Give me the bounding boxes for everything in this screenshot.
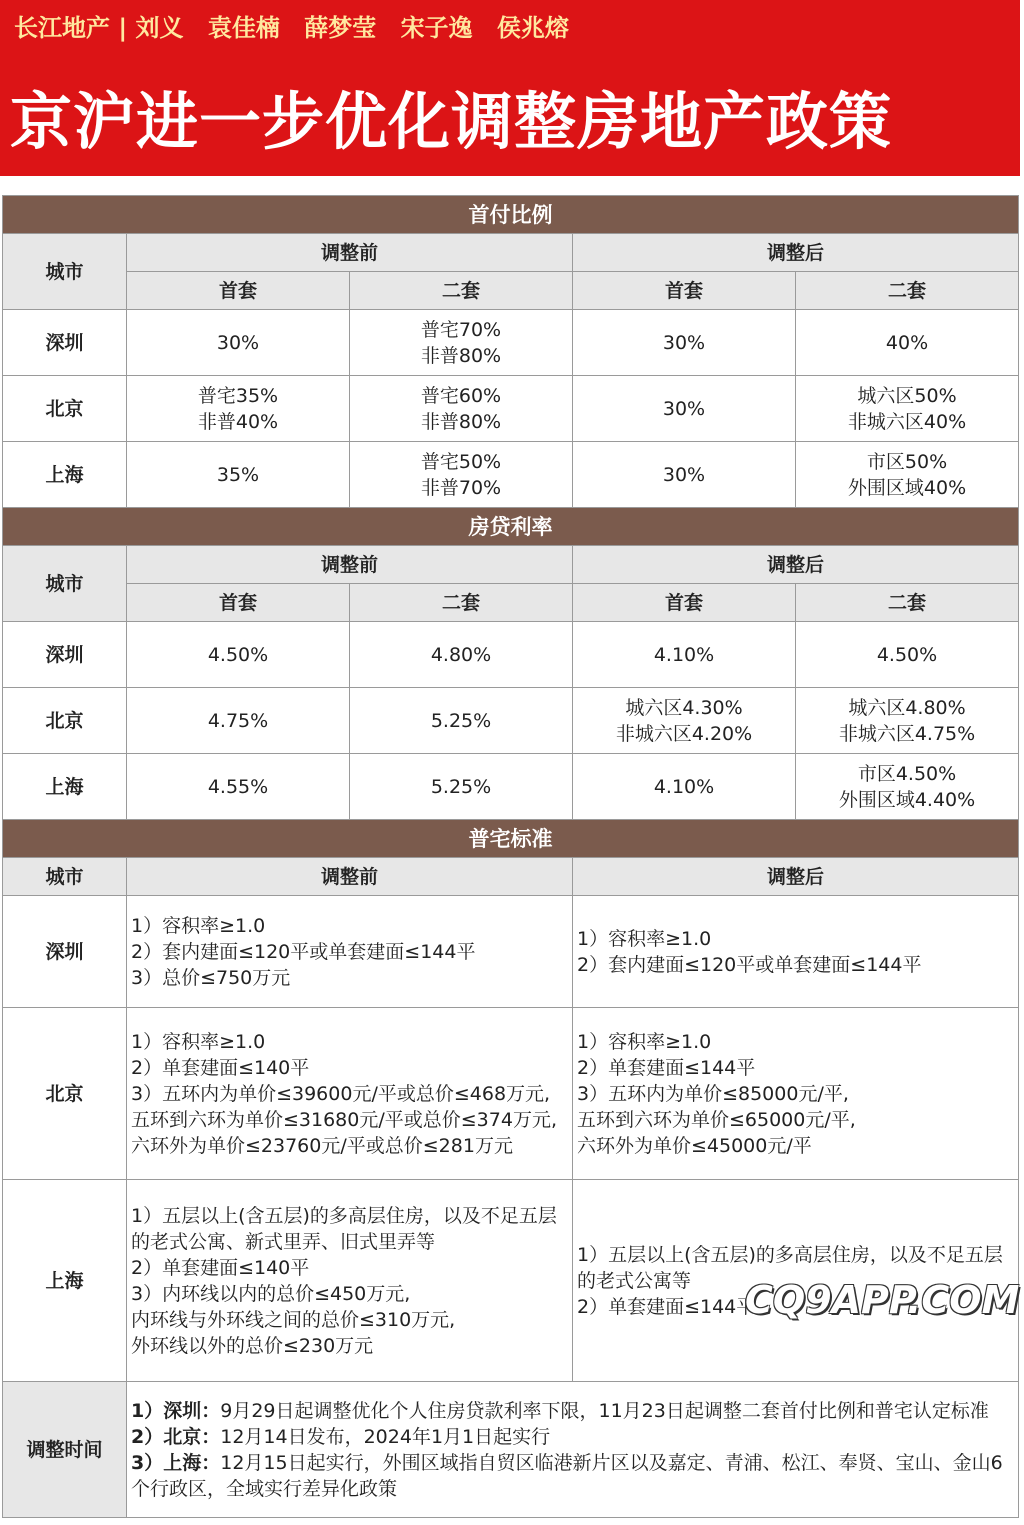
cell-line: 城六区4.80% [848, 696, 966, 719]
header-after: 调整后 [573, 546, 1019, 584]
value-cell [127, 622, 350, 688]
cell-line: 4.80% [430, 643, 492, 666]
value-cell [573, 688, 796, 754]
header-after: 调整后 [573, 234, 1019, 272]
cell-line: 的老式公寓、新式里弄、旧式里弄等 [131, 1230, 436, 1253]
city-cell: 上海 [3, 754, 127, 820]
cell-line: 5.25% [430, 709, 492, 732]
timing-label: 调整时间 [3, 1382, 127, 1518]
cell-line: 六环外为单价≤45000元/平 [577, 1134, 812, 1157]
standard-section [3, 820, 1019, 1518]
timing-text: 12月14日发布，2024年1月1日起实行 [220, 1425, 551, 1448]
cell-line: 1）容积率≥1.0 [577, 927, 712, 950]
header-before: 调整前 [127, 546, 573, 584]
timing-city: 1）深圳： [131, 1399, 221, 1422]
cell-line: 普宅60% [420, 384, 502, 407]
cell-line: 1）五层以上(含五层)的多高层住房，以及不足五层 [131, 1204, 557, 1227]
table-row [3, 754, 1019, 820]
header-first: 首套 [127, 272, 350, 310]
table-row [3, 376, 1019, 442]
author: 宋子逸 [400, 14, 473, 42]
city-cell: 上海 [3, 1180, 127, 1382]
timing-city: 3）上海： [131, 1451, 221, 1474]
table-row [3, 820, 1019, 858]
cell-line: 普宅35% [197, 384, 279, 407]
table-row [3, 508, 1019, 546]
cell-line: 非普80% [420, 410, 502, 433]
author: 侯兆熔 [496, 14, 569, 42]
value-cell [573, 376, 796, 442]
criteria-before-cell [127, 896, 573, 1008]
value-cell [350, 442, 573, 508]
header-banner [0, 0, 1020, 176]
cell-line: 3）五环内为单价≤85000元/平, [577, 1082, 849, 1105]
cell-line: 3）五环内为单价≤39600元/平或总价≤468万元, [131, 1082, 551, 1105]
cell-line: 非城六区4.20% [615, 722, 753, 745]
author: 薛梦莹 [304, 14, 377, 42]
value-cell [796, 688, 1019, 754]
header-second: 二套 [350, 584, 573, 622]
value-cell [350, 754, 573, 820]
cell-line: 30% [662, 397, 706, 420]
value-cell [573, 310, 796, 376]
cell-line: 2）套内建面≤120平或单套建面≤144平 [577, 953, 922, 976]
section-title-down-payment: 首付比例 [3, 196, 1019, 234]
cell-line: 普宅70% [420, 318, 502, 341]
city-cell: 深圳 [3, 622, 127, 688]
city-cell: 深圳 [3, 896, 127, 1008]
cell-line: 外围区域4.40% [838, 788, 976, 811]
value-cell [350, 310, 573, 376]
value-cell [127, 376, 350, 442]
cell-line: 1）容积率≥1.0 [131, 1030, 266, 1053]
timing-item [131, 1424, 1014, 1450]
cell-line: 2）套内建面≤120平或单套建面≤144平 [131, 940, 476, 963]
table-row [3, 546, 1019, 584]
cell-line: 城六区50% [857, 384, 957, 407]
value-cell [350, 376, 573, 442]
table-row [3, 688, 1019, 754]
criteria-after-cell [573, 1008, 1019, 1180]
table-row [3, 1008, 1019, 1180]
timing-city: 2）北京： [131, 1425, 221, 1448]
value-cell [796, 754, 1019, 820]
cell-line: 30% [216, 331, 260, 354]
timing-item [131, 1398, 1014, 1424]
author: 袁佳楠 [207, 14, 280, 42]
cell-line: 非普40% [197, 410, 279, 433]
table-row [3, 1382, 1019, 1518]
section-title-standard: 普宅标准 [3, 820, 1019, 858]
cell-line: 非普80% [420, 344, 502, 367]
cell-line: 外环线以外的总价≤230万元 [131, 1334, 374, 1357]
value-cell [573, 622, 796, 688]
cell-line: 4.50% [207, 643, 269, 666]
header-second: 二套 [350, 272, 573, 310]
header-city: 城市 [3, 546, 127, 622]
down-payment-rows [3, 310, 1019, 508]
table-row [3, 858, 1019, 896]
cell-line: 4.10% [653, 775, 715, 798]
value-cell [127, 442, 350, 508]
author: 长江地产 | 刘义 [14, 14, 184, 42]
table-row [3, 584, 1019, 622]
header-city: 城市 [3, 234, 127, 310]
author-line [14, 8, 585, 43]
criteria-before-cell [127, 1180, 573, 1382]
value-cell [350, 688, 573, 754]
header-first: 首套 [573, 584, 796, 622]
cell-line: 六环外为单价≤23760元/平或总价≤281万元 [131, 1134, 513, 1157]
header-first: 首套 [127, 584, 350, 622]
cell-line: 2）单套建面≤140平 [131, 1256, 310, 1279]
cell-line: 五环到六环为单价≤65000元/平, [577, 1108, 856, 1131]
cell-line: 30% [662, 463, 706, 486]
mortgage-rate-section [3, 508, 1019, 820]
city-cell: 北京 [3, 1008, 127, 1180]
header-second: 二套 [796, 272, 1019, 310]
cell-line: 5.25% [430, 775, 492, 798]
timing-text: 12月15日起实行，外围区域指自贸区临港新片区以及嘉定、青浦、松江、奉贤、宝山、金山6个行政区，全域实行差异化政策 [131, 1451, 1003, 1500]
header-city: 城市 [3, 858, 127, 896]
timing-item [131, 1450, 1014, 1502]
cell-line: 1）容积率≥1.0 [577, 1030, 712, 1053]
cell-line: 4.55% [207, 775, 269, 798]
cell-line: 4.10% [653, 643, 715, 666]
table-row [3, 310, 1019, 376]
cell-line: 非城六区4.75% [838, 722, 976, 745]
cell-line: 非普70% [420, 476, 502, 499]
value-cell [127, 310, 350, 376]
city-cell: 上海 [3, 442, 127, 508]
value-cell [350, 622, 573, 688]
header-before: 调整前 [127, 858, 573, 896]
timing-cell [127, 1382, 1019, 1518]
value-cell [127, 688, 350, 754]
table-row [3, 622, 1019, 688]
cell-line: 的老式公寓等 [577, 1269, 692, 1292]
cell-line: 五环到六环为单价≤31680元/平或总价≤374万元, [131, 1108, 557, 1131]
cell-line: 2）单套建面≤144平 [577, 1056, 756, 1079]
cell-line: 1）五层以上(含五层)的多高层住房，以及不足五层 [577, 1243, 1003, 1266]
city-cell: 北京 [3, 376, 127, 442]
header-before: 调整前 [127, 234, 573, 272]
cell-line: 3）总价≤750万元 [131, 966, 291, 989]
cell-line: 30% [662, 331, 706, 354]
header-second: 二套 [796, 584, 1019, 622]
cell-line: 35% [216, 463, 260, 486]
timing-text: 9月29日起调整优化个人住房贷款利率下限，11月23日起调整二套首付比例和普宅认定标准 [220, 1399, 989, 1422]
cell-line: 1）容积率≥1.0 [131, 914, 266, 937]
value-cell [796, 622, 1019, 688]
section-title-mortgage-rate: 房贷利率 [3, 508, 1019, 546]
value-cell [796, 310, 1019, 376]
cell-line: 4.75% [207, 709, 269, 732]
watermark: CQ9APP.COM [745, 1278, 1020, 1322]
cell-line: 普宅50% [420, 450, 502, 473]
criteria-after-cell [573, 896, 1019, 1008]
value-cell [573, 754, 796, 820]
cell-line: 4.50% [876, 643, 938, 666]
cell-line: 3）内环线以内的总价≤450万元, [131, 1282, 411, 1305]
page-title: 京沪进一步优化调整房地产政策 [10, 85, 893, 158]
header-first: 首套 [573, 272, 796, 310]
value-cell [573, 442, 796, 508]
cell-line: 外围区域40% [847, 476, 967, 499]
value-cell [796, 442, 1019, 508]
cell-line: 非城六区40% [847, 410, 967, 433]
cell-line: 市区4.50% [857, 762, 957, 785]
value-cell [796, 376, 1019, 442]
cell-line: 市区50% [866, 450, 948, 473]
criteria-before-cell [127, 1008, 573, 1180]
table-row [3, 896, 1019, 1008]
value-cell [127, 754, 350, 820]
cell-line: 2）单套建面≤144平 [577, 1295, 756, 1318]
header-after: 调整后 [573, 858, 1019, 896]
cell-line: 城六区4.30% [625, 696, 743, 719]
cell-line: 内环线与外环线之间的总价≤310万元, [131, 1308, 456, 1331]
city-cell: 深圳 [3, 310, 127, 376]
cell-line: 2）单套建面≤140平 [131, 1056, 310, 1079]
cell-line: 40% [885, 331, 929, 354]
city-cell: 北京 [3, 688, 127, 754]
table-row [3, 442, 1019, 508]
